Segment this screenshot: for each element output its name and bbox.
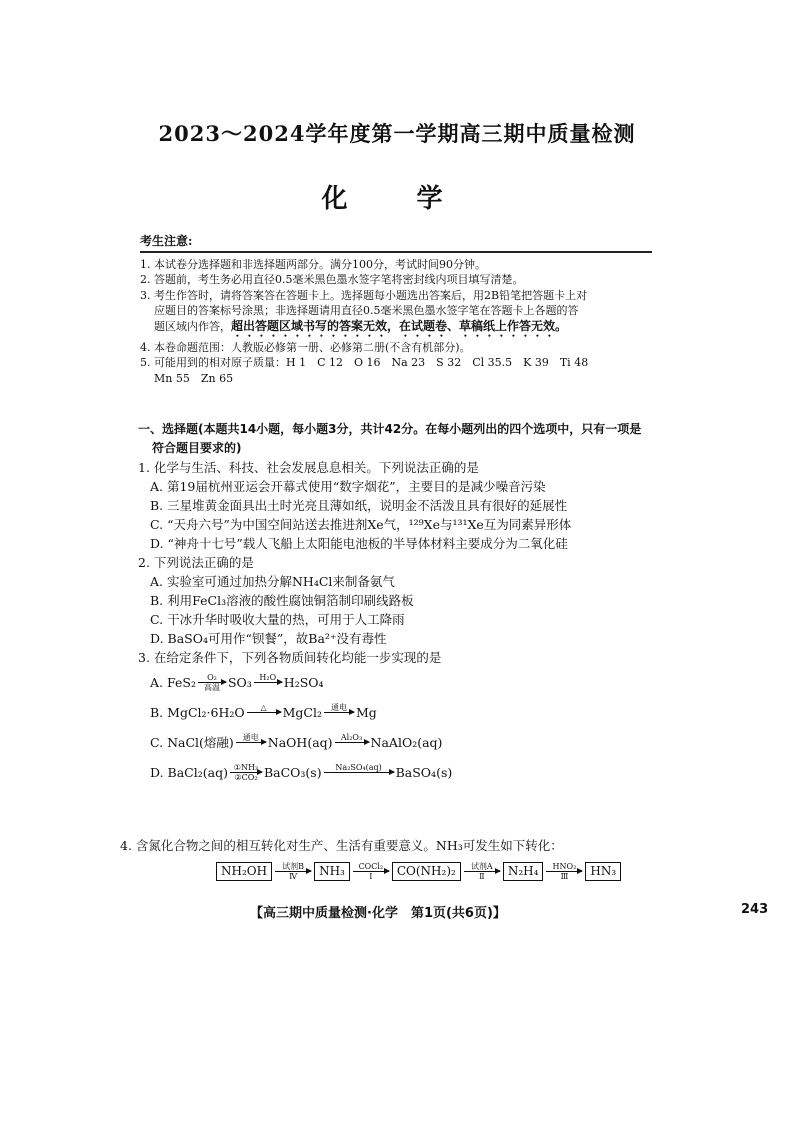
- question-2-option-d: D. BaSO₄可用作“钡餐”，故Ba²⁺没有毒性: [150, 631, 387, 646]
- nitrogen-conversion-chain: [216, 862, 621, 881]
- arrow-condition-bottom: ②CO₂: [234, 772, 258, 782]
- question-2-stem: 2. 下列说法正确的是: [138, 555, 254, 570]
- notice-item-3: 3. 考生作答时，请将答案答在答题卡上。选择题每小题选出答案后，用2B铅笔把答题卡上对: [140, 288, 588, 302]
- arrow-reagent: 试剂A: [470, 862, 493, 871]
- option-label: C.: [150, 734, 164, 750]
- compound-box: HN₃: [585, 862, 621, 881]
- question-1-option-c: C. “天舟六号”为中国空间站送去推进剂Xe气，¹²⁹Xe与¹³¹Xe互为同素异形体: [150, 517, 572, 532]
- question-2-option-a: A. 实验室可通过加热分解NH₄Cl来制备氨气: [150, 574, 395, 589]
- notice-item-1: 1. 本试卷分选择题和非选择题两部分。满分100分，考试时间90分钟。: [140, 257, 486, 271]
- arrow-condition-top: Al₂O₃: [340, 732, 363, 742]
- option-label: D.: [150, 764, 164, 780]
- option-label: A.: [150, 674, 164, 690]
- page-footer: 【高三期中质量检测·化学 第1页(共6页)】: [250, 906, 506, 921]
- arrow-condition-top: △: [260, 702, 267, 712]
- notice-block: [140, 234, 652, 386]
- question-3-option-d: [150, 757, 668, 787]
- option-label: B.: [150, 704, 164, 720]
- question-1-option-a: A. 第19届杭州亚运会开幕式使用“数字烟花”，主要目的是减少噪音污染: [150, 479, 546, 494]
- arrow-condition-top: Na₂SO₄(aq): [335, 762, 382, 772]
- question-2-option-c: C. 干冰升华时吸收大量的热，可用于人工降雨: [150, 612, 405, 627]
- intermediate: SO₃: [227, 674, 252, 690]
- question-2-option-b: B. 利用FeCl₃溶液的酸性腐蚀铜箔制印刷线路板: [150, 593, 414, 608]
- product: Mg: [356, 704, 377, 720]
- question-3-stem: 3. 在给定条件下，下列各物质间转化均能一步实现的是: [138, 650, 442, 665]
- section-heading-line1: 一、选择题(本题共14小题，每小题3分，共计42分。在每小题列出的四个选项中，只有一项是: [138, 422, 642, 436]
- reaction-arrow: [324, 703, 354, 722]
- question-3-option-a: [150, 667, 668, 697]
- question-3-option-b: [150, 697, 668, 727]
- notice-divider: [140, 251, 652, 253]
- compound-box: NH₃: [314, 862, 350, 881]
- reaction-arrow: [324, 763, 394, 782]
- intermediate: NaOH(aq): [267, 734, 333, 750]
- notice-item-2: 2. 答题前，考生务必用直径0.5毫米黑色墨水签字笔将密封线内项目填写清楚。: [140, 273, 524, 286]
- compound-box: N₂H₄: [503, 862, 544, 881]
- arrow-condition-top: ①NH₃: [233, 762, 259, 772]
- reaction-arrow: [254, 673, 282, 692]
- notice-item-4: 4. 本卷命题范围：人教版必修第一册、必修第二册(不含有机部分)。: [140, 340, 471, 354]
- arrow-step: Ⅰ: [369, 872, 373, 881]
- reaction-arrow: [335, 733, 369, 752]
- page-code: 243: [741, 902, 769, 917]
- product: BaSO₄(s): [395, 764, 453, 780]
- question-3-option-c: [150, 727, 668, 757]
- section-heading-line2: 符合题目要求的): [152, 441, 242, 455]
- subject-title: 化 学: [321, 184, 473, 214]
- conversion-arrow: [464, 862, 500, 881]
- reactant: BaCl₂(aq): [167, 764, 228, 780]
- intermediate: BaCO₃(s): [263, 764, 322, 780]
- compound-box: NH₂OH: [216, 862, 272, 881]
- notice-heading: 考生注意:: [140, 234, 193, 248]
- notice-item-3-tail: 题区域内作答，: [154, 319, 231, 333]
- reaction-arrow: [230, 763, 262, 782]
- conversion-arrow: [275, 862, 311, 881]
- arrow-reagent: 试剂B: [282, 862, 305, 871]
- notice-emphasis: 超出答题区域书写的答案无效，在试题卷、草稿纸上作答无效。: [231, 318, 568, 333]
- notice-item-5-cont: Mn 55 Zn 65: [154, 371, 234, 385]
- arrow-condition-top: O₂: [207, 672, 217, 682]
- arrow-step: Ⅲ: [560, 872, 569, 881]
- question-4-stem: 4. 含氮化合物之间的相互转化对生产、生活有重要意义。NH₃可发生如下转化：: [120, 838, 563, 853]
- reactant: MgCl₂·6H₂O: [167, 704, 245, 720]
- question-1-option-b: B. 三星堆黄金面具出土时光亮且薄如纸，说明金不活泼且具有很好的延展性: [150, 498, 568, 513]
- page-title: 2023～2024学年度第一学期高三期中质量检测: [158, 121, 636, 146]
- arrow-condition-top: 通电: [331, 702, 347, 712]
- notice-item-5: 5. 可能用到的相对原子质量：H 1 C 12 O 16 Na 23 S 32 Cl 35.5 K 39 Ti 48: [140, 356, 589, 369]
- arrow-reagent: HNO₂: [552, 862, 577, 871]
- product: H₂SO₄: [283, 674, 324, 690]
- arrow-condition-bottom: 高温: [203, 682, 220, 692]
- arrow-step: Ⅳ: [289, 872, 298, 881]
- arrow-reagent: COCl₂: [358, 862, 384, 871]
- arrow-step: Ⅱ: [479, 872, 485, 881]
- reaction-arrow: [236, 733, 266, 752]
- compound-box: CO(NH₂)₂: [392, 862, 461, 881]
- reactant: NaCl(熔融): [167, 734, 234, 750]
- arrow-condition-top: 通电: [242, 732, 259, 742]
- multiple-choice-section: [138, 420, 668, 787]
- arrow-condition-top: H₂O: [259, 672, 277, 682]
- notice-item-3-cont2: [140, 319, 652, 340]
- product: NaAlO₂(aq): [370, 734, 443, 750]
- reactant: FeS₂: [167, 674, 196, 690]
- conversion-arrow: [353, 862, 389, 881]
- question-1-stem: 1. 化学与生活、科技、社会发展息息相关。下列说法正确的是: [138, 460, 479, 475]
- reaction-arrow: [247, 703, 281, 722]
- section-heading: [138, 420, 668, 458]
- notice-item-3-cont: 应题目的答案标号涂黑；非选择题请用直径0.5毫米黑色墨水签字笔在答题卡上各题的答: [154, 304, 579, 317]
- intermediate: MgCl₂: [282, 704, 322, 720]
- question-1-option-d: D. “神舟十七号”载人飞船上太阳能电池板的半导体材料主要成分为二氧化硅: [150, 536, 568, 551]
- conversion-arrow: [546, 862, 582, 881]
- reaction-arrow: [198, 673, 226, 692]
